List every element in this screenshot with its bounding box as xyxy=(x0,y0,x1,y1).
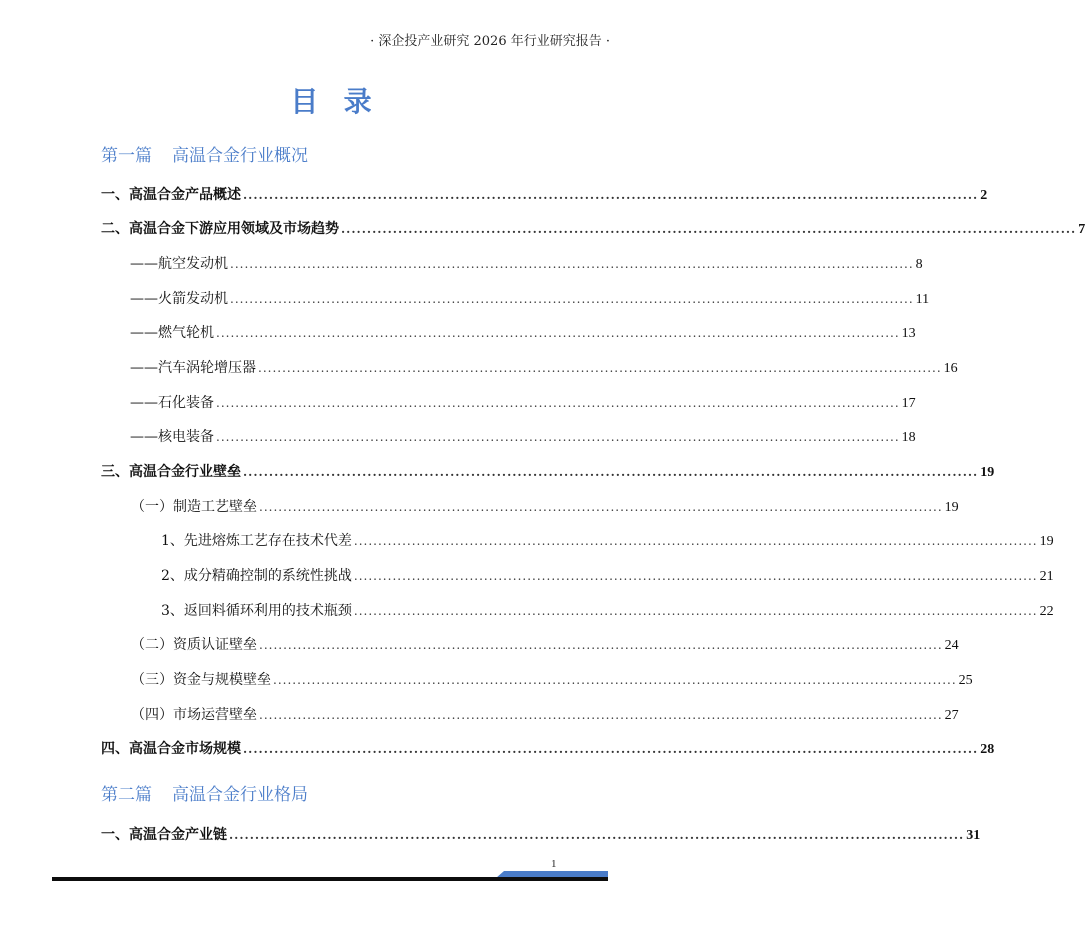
toc-title: 目录 xyxy=(290,85,397,118)
toc-entry[interactable] xyxy=(130,357,958,379)
page-number: 1 xyxy=(551,858,557,870)
toc-entry-page: 16 xyxy=(943,361,958,376)
toc-entry-label: （一）制造工艺壁垒 xyxy=(131,499,257,515)
toc-entry-page: 19 xyxy=(980,465,995,480)
toc-entry-page: 31 xyxy=(966,828,981,843)
toc-entry-page: 24 xyxy=(944,638,959,653)
toc-entry-label: 二、高温合金下游应用领域及市场趋势 xyxy=(101,221,339,237)
toc-entry-page: 13 xyxy=(901,326,916,341)
leader-dots: .............................................................................................................................................. xyxy=(216,326,900,340)
toc-entry[interactable] xyxy=(130,253,923,275)
leader-dots: .............................................................................................................................................. xyxy=(216,430,900,444)
toc-entry[interactable] xyxy=(131,634,959,656)
toc-entry[interactable] xyxy=(131,496,959,518)
toc-entry-label: （二）资质认证壁垒 xyxy=(131,637,257,653)
leader-dots: .............................................................................................................................................. xyxy=(353,534,1038,548)
toc-entry-page: 27 xyxy=(944,708,959,723)
toc-entry[interactable] xyxy=(131,669,973,691)
leader-dots: .............................................................................................................................................. xyxy=(229,828,965,842)
toc-entry-label: 3、返回料循环利用的技术瓶颈 xyxy=(161,603,352,619)
toc-entry[interactable] xyxy=(101,738,995,760)
toc-entry-page: 17 xyxy=(901,396,916,411)
running-header: · 深企投产业研究 2026 年行业研究报告 · xyxy=(370,34,610,49)
part-label: 第二篇 xyxy=(101,785,152,805)
toc-entry[interactable] xyxy=(101,218,1085,240)
leader-dots: .............................................................................................................................................. xyxy=(243,742,979,756)
toc-entry-label: （三）资金与规模壁垒 xyxy=(131,672,271,688)
toc-entry-label: 一、高温合金产品概述 xyxy=(101,187,241,203)
toc-entry[interactable] xyxy=(161,565,1054,587)
part-heading-2 xyxy=(101,780,308,805)
part-heading-1 xyxy=(101,141,308,166)
toc-entry-page: 28 xyxy=(980,742,995,757)
leader-dots: .............................................................................................................................................. xyxy=(273,673,957,687)
leader-dots: .............................................................................................................................................. xyxy=(353,569,1038,583)
leader-dots: .............................................................................................................................................. xyxy=(216,396,900,410)
toc-entry-label: ——航空发动机 xyxy=(130,256,228,272)
toc-entry-label: ——石化装备 xyxy=(130,395,214,411)
leader-dots: .............................................................................................................................................. xyxy=(259,638,943,652)
leader-dots: .............................................................................................................................................. xyxy=(258,361,942,375)
leader-dots: .............................................................................................................................................. xyxy=(353,604,1038,618)
part-title-text: 高温合金行业概况 xyxy=(172,146,308,166)
part-title-text: 高温合金行业格局 xyxy=(172,785,308,805)
toc-entry-page: 19 xyxy=(1039,534,1054,549)
toc-entry-label: （四）市场运营壁垒 xyxy=(131,707,257,723)
leader-dots: .............................................................................................................................................. xyxy=(243,188,979,202)
leader-dots: .............................................................................................................................................. xyxy=(259,500,943,514)
toc-entry[interactable] xyxy=(161,600,1054,622)
toc-entry-page: 25 xyxy=(958,673,973,688)
toc-entry-page: 22 xyxy=(1039,604,1054,619)
toc-entry-label: 四、高温合金市场规模 xyxy=(101,741,241,757)
toc-entry-page: 7 xyxy=(1078,222,1085,237)
toc-entry-page: 18 xyxy=(901,430,916,445)
toc-entry-label: 三、高温合金行业壁垒 xyxy=(101,464,241,480)
toc-entry[interactable] xyxy=(101,824,981,846)
toc-entry-page: 2 xyxy=(980,188,988,203)
toc-entry[interactable] xyxy=(131,704,959,726)
toc-entry[interactable] xyxy=(130,322,916,344)
leader-dots: .............................................................................................................................................. xyxy=(341,222,1077,236)
toc-entry-page: 19 xyxy=(944,500,959,515)
toc-entry-label: ——核电装备 xyxy=(130,429,214,445)
toc-entry[interactable] xyxy=(161,530,1054,552)
footer-rule xyxy=(52,877,608,881)
toc-entry[interactable] xyxy=(130,392,916,414)
toc-entry-label: 1、先进熔炼工艺存在技术代差 xyxy=(161,533,352,549)
leader-dots: .............................................................................................................................................. xyxy=(259,708,943,722)
toc-entry-label: 2、成分精确控制的系统性挑战 xyxy=(161,568,352,584)
toc-entry-label: ——火箭发动机 xyxy=(130,291,228,307)
toc-entry[interactable] xyxy=(130,288,930,310)
toc-entry-page: 8 xyxy=(915,257,923,272)
toc-entry-label: ——汽车涡轮增压器 xyxy=(130,360,256,376)
toc-entry-label: ——燃气轮机 xyxy=(130,325,214,341)
part-label: 第一篇 xyxy=(101,146,152,166)
toc-entry[interactable] xyxy=(130,426,916,448)
toc-entry-page: 11 xyxy=(915,292,930,307)
toc-entry-page: 21 xyxy=(1039,569,1054,584)
leader-dots: .............................................................................................................................................. xyxy=(230,292,914,306)
leader-dots: .............................................................................................................................................. xyxy=(243,465,979,479)
toc-entry-label: 一、高温合金产业链 xyxy=(101,827,227,843)
leader-dots: .............................................................................................................................................. xyxy=(230,257,914,271)
toc-entry[interactable] xyxy=(101,461,995,483)
toc-entry[interactable] xyxy=(101,184,988,206)
